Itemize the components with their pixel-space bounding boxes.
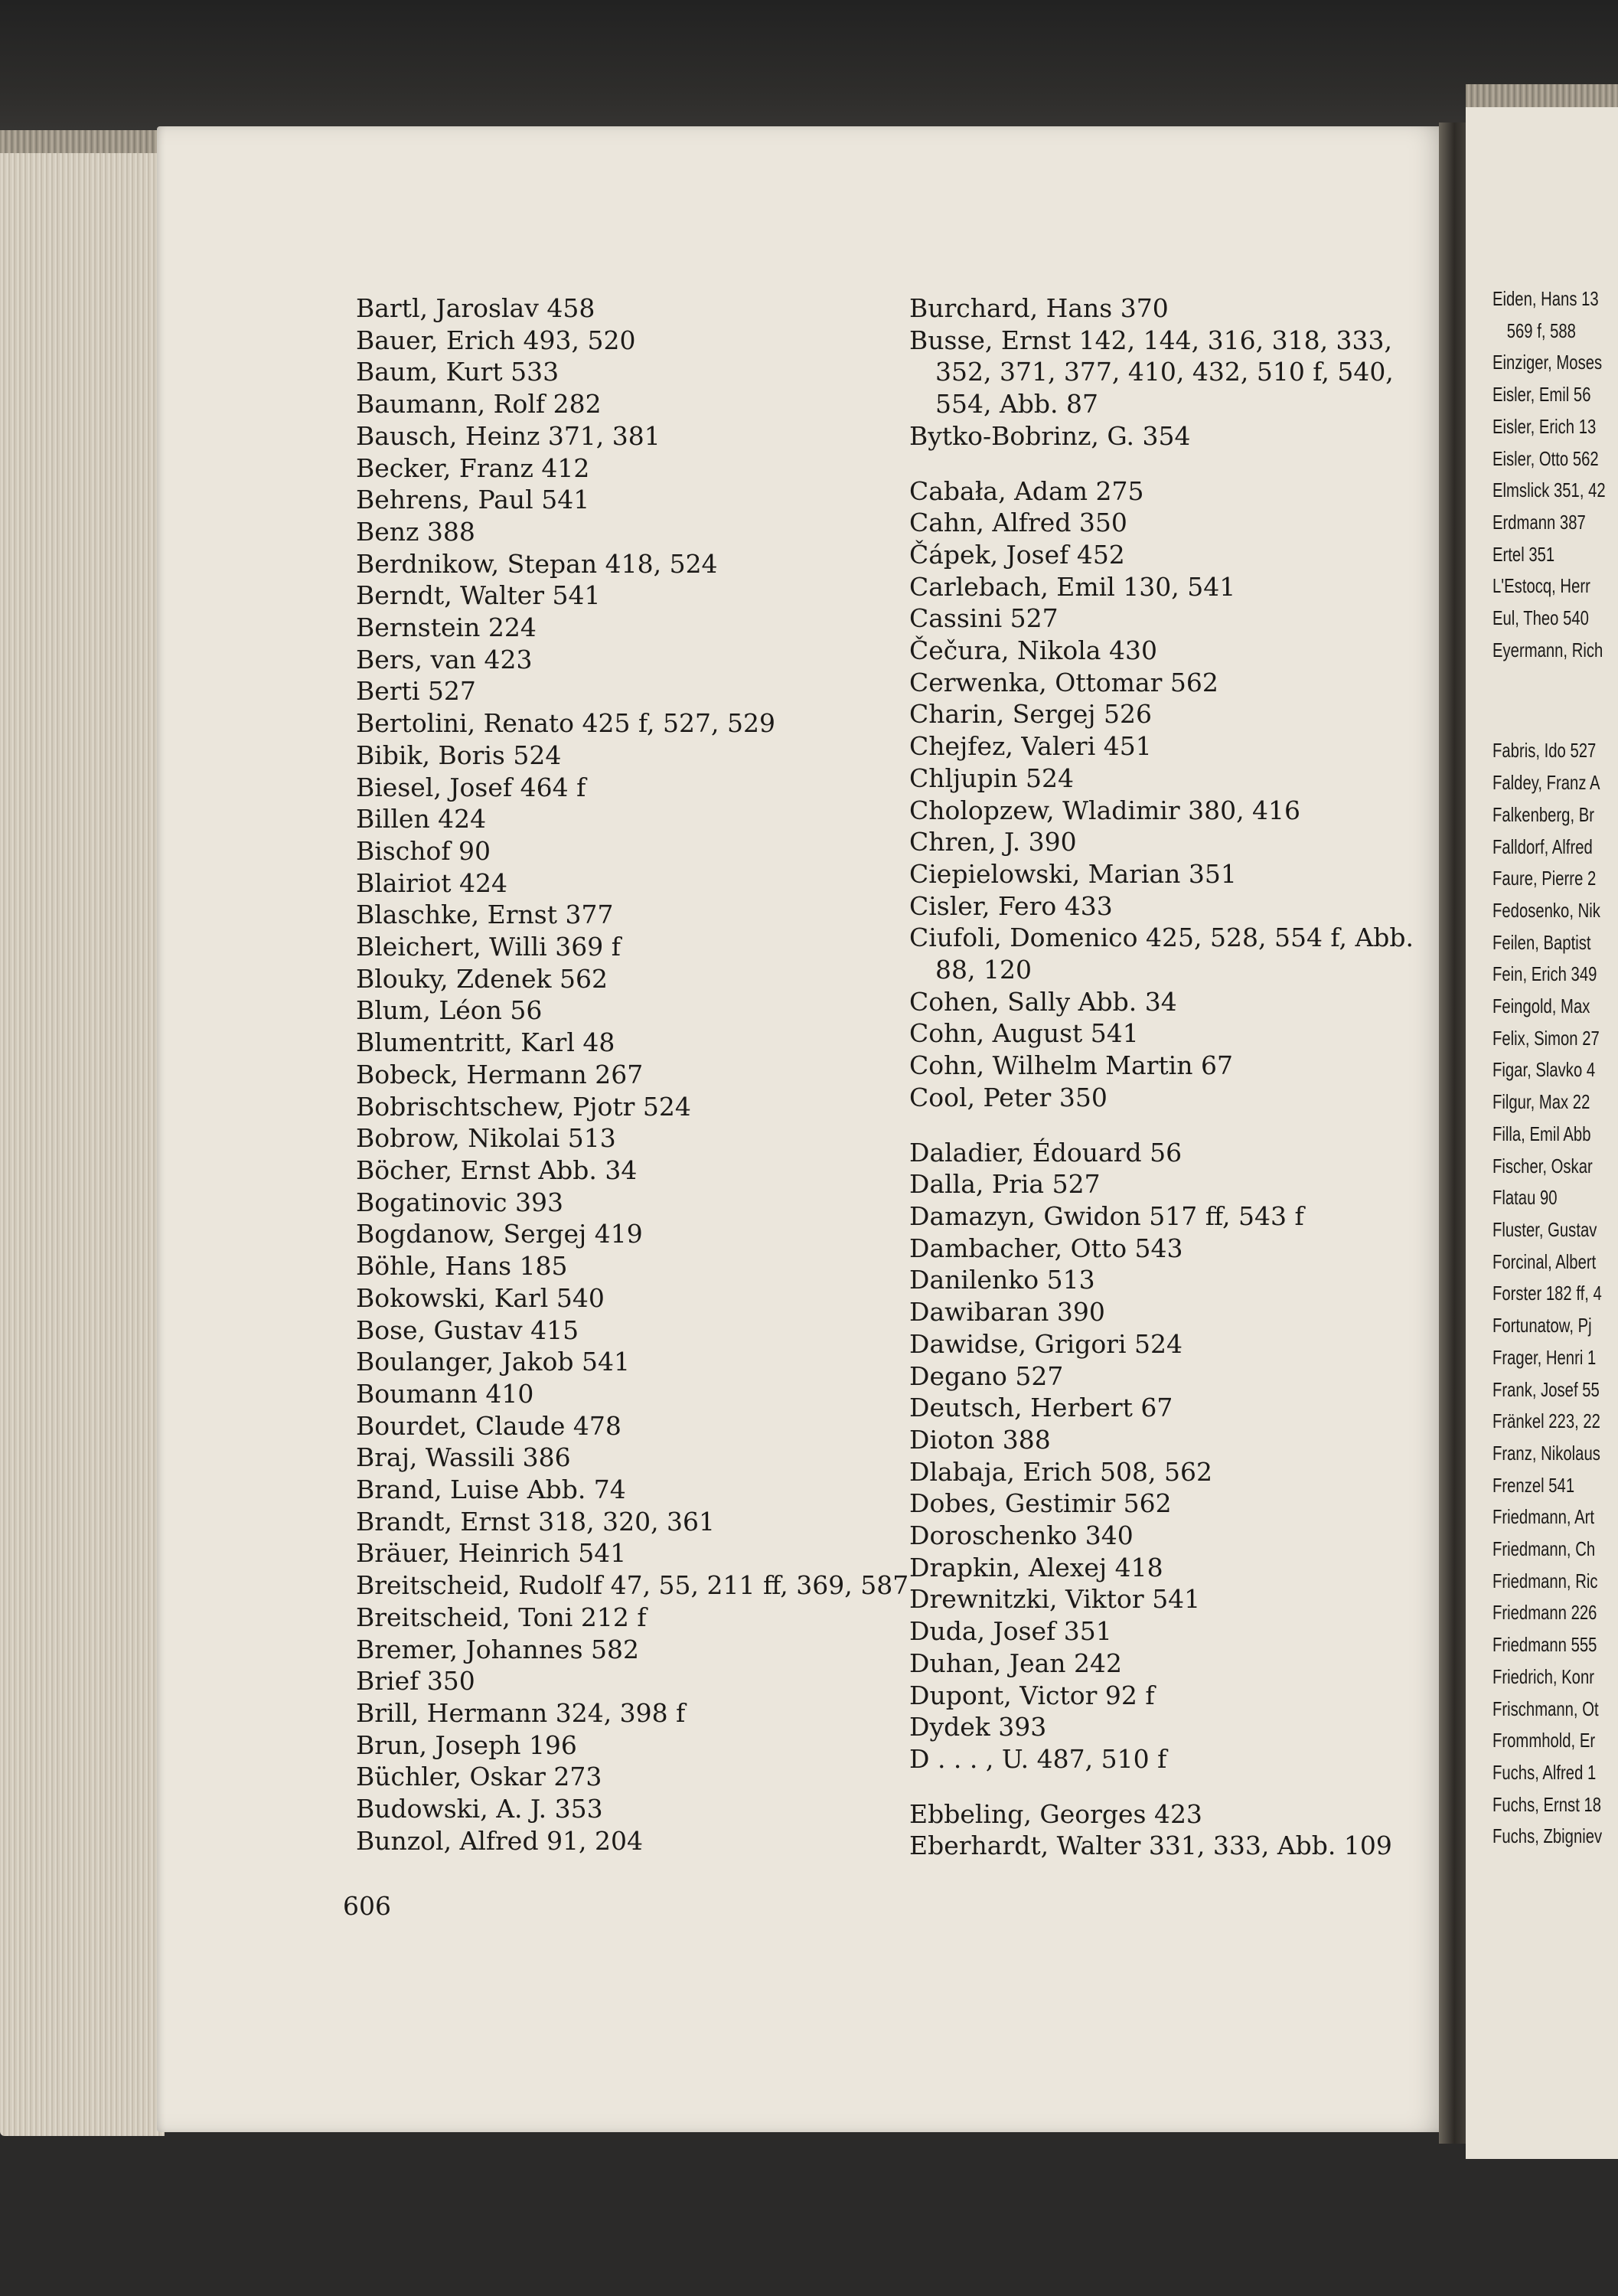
index-entry: Fortunatow, Pj bbox=[1492, 1314, 1592, 1337]
index-entry: Bunzol, Alfred 91, 204 bbox=[356, 1825, 644, 1856]
index-entry: Ciepielowski, Marian 351 bbox=[909, 858, 1237, 889]
index-entry: Friedmann, Art bbox=[1492, 1505, 1595, 1529]
index-entry: Faldey, Franz A bbox=[1492, 771, 1600, 795]
index-entry: Bischof 90 bbox=[356, 835, 491, 866]
index-entry: Eiden, Hans 13 bbox=[1492, 287, 1599, 310]
index-entry: Damazyn, Gwidon 517 ff, 543 f bbox=[909, 1200, 1304, 1231]
index-entry: Friedmann, Ch bbox=[1492, 1537, 1596, 1561]
index-entry: Benz 388 bbox=[356, 516, 475, 547]
index-entry: Bauer, Erich 493, 520 bbox=[356, 325, 636, 355]
index-entry: Erdmann 387 bbox=[1492, 510, 1586, 534]
index-entry: Bokowski, Karl 540 bbox=[356, 1282, 605, 1313]
index-entry: Chljupin 524 bbox=[909, 763, 1074, 793]
index-entry: Ertel 351 bbox=[1492, 542, 1555, 566]
index-entry: Brun, Joseph 196 bbox=[356, 1729, 577, 1760]
index-entry: Dlabaja, Erich 508, 562 bbox=[909, 1456, 1212, 1487]
book-binding-edge bbox=[0, 130, 165, 153]
index-entry: Friedrich, Konr bbox=[1492, 1664, 1594, 1688]
index-entry: Berndt, Walter 541 bbox=[356, 580, 601, 611]
index-entry: Bartl, Jaroslav 458 bbox=[356, 293, 595, 323]
index-entry: Blum, Léon 56 bbox=[356, 995, 543, 1026]
index-entry: Bobeck, Hermann 267 bbox=[356, 1059, 644, 1089]
index-entry: Baumann, Rolf 282 bbox=[356, 389, 602, 420]
index-entry: Boumann 410 bbox=[356, 1378, 534, 1409]
index-entry: Dydek 393 bbox=[909, 1712, 1047, 1742]
index-entry: Cerwenka, Ottomar 562 bbox=[909, 667, 1218, 697]
index-entry: Čápek, Josef 452 bbox=[909, 539, 1125, 570]
index-entry: Bose, Gustav 415 bbox=[356, 1315, 579, 1345]
index-entry: Chren, J. 390 bbox=[909, 827, 1077, 857]
index-entry: Ciufoli, Domenico 425, 528, 554 f, Abb. 88, 120 bbox=[909, 923, 1414, 985]
index-entry: Dawidse, Grigori 524 bbox=[909, 1328, 1183, 1359]
index-entry: Fabris, Ido 527 bbox=[1492, 739, 1597, 763]
index-entry: Forster 182 ff, 4 bbox=[1492, 1282, 1602, 1305]
index-entry: Billen 424 bbox=[356, 804, 487, 834]
index-entry: Eisler, Erich 13 bbox=[1492, 414, 1597, 438]
index-entry: Frommhold, Er bbox=[1492, 1729, 1596, 1752]
index-entry: Braj, Wassili 386 bbox=[356, 1442, 571, 1473]
index-entry: Dawibaran 390 bbox=[909, 1297, 1105, 1328]
index-entry: Fedosenko, Nik bbox=[1492, 898, 1600, 922]
index-entry: Becker, Franz 412 bbox=[356, 452, 590, 483]
index-entry: Danilenko 513 bbox=[909, 1265, 1095, 1295]
index-entry: Bers, van 423 bbox=[356, 644, 533, 674]
index-entry: Frank, Josef 55 bbox=[1492, 1377, 1600, 1401]
index-entry: Figar, Slavko 4 bbox=[1492, 1058, 1596, 1082]
page-number: 606 bbox=[343, 1891, 391, 1921]
index-entry: 569 f, 588 bbox=[1506, 318, 1576, 342]
index-entry: Feilen, Baptist bbox=[1492, 930, 1591, 954]
index-entry: Friedmann 226 bbox=[1492, 1601, 1597, 1625]
group-spacer bbox=[1492, 666, 1618, 735]
index-entry: D . . . , U. 487, 510 f bbox=[909, 1743, 1167, 1774]
index-entry: Brief 350 bbox=[356, 1666, 475, 1697]
index-entry: Budowski, A. J. 353 bbox=[356, 1794, 603, 1824]
index-entry: Cohen, Sally Abb. 34 bbox=[909, 986, 1177, 1017]
index-entry: Forcinal, Albert bbox=[1492, 1249, 1597, 1273]
index-entry: Feingold, Max bbox=[1492, 994, 1590, 1018]
index-entry: Elmslick 351, 42 bbox=[1492, 478, 1606, 502]
index-entry: Berdnikow, Stepan 418, 524 bbox=[356, 548, 718, 579]
index-entry: Drapkin, Alexej 418 bbox=[909, 1552, 1163, 1582]
index-entry: Burchard, Hans 370 bbox=[909, 293, 1169, 323]
index-entry: Bogdanow, Sergej 419 bbox=[356, 1219, 643, 1249]
index-entry: Bogatinovic 393 bbox=[356, 1187, 564, 1217]
index-entry: Drewnitzki, Viktor 541 bbox=[909, 1584, 1201, 1615]
index-entry: Friedmann, Ric bbox=[1492, 1569, 1598, 1592]
index-entry: Brill, Hermann 324, 398 f bbox=[356, 1697, 686, 1728]
index-entry: Friedmann 555 bbox=[1492, 1633, 1597, 1657]
index-entry: Dobes, Gestimir 562 bbox=[909, 1488, 1172, 1519]
index-entry: Fränkel 223, 22 bbox=[1492, 1409, 1600, 1433]
index-entry: Duda, Josef 351 bbox=[909, 1616, 1112, 1647]
index-entry: Falldorf, Alfred bbox=[1492, 834, 1593, 858]
index-entry: Blumentritt, Karl 48 bbox=[356, 1027, 615, 1058]
index-entry: Bibik, Boris 524 bbox=[356, 740, 562, 770]
index-entry: Flatau 90 bbox=[1492, 1186, 1558, 1210]
index-entry: Daladier, Édouard 56 bbox=[909, 1137, 1183, 1168]
index-entry: Falkenberg, Br bbox=[1492, 802, 1595, 826]
index-entry: Böcher, Ernst Abb. 34 bbox=[356, 1155, 638, 1185]
index-entry: Fuchs, Zbigniev bbox=[1492, 1824, 1603, 1848]
index-column-middle bbox=[909, 292, 1414, 1862]
index-entry: Biesel, Josef 464 f bbox=[356, 772, 586, 802]
index-entry: Breitscheid, Rudolf 47, 55, 211 ff, 369, 587 bbox=[356, 1570, 909, 1601]
index-entry: Fuchs, Alfred 1 bbox=[1492, 1760, 1597, 1784]
index-entry: Cisler, Fero 433 bbox=[909, 890, 1113, 921]
index-entry: Degano 527 bbox=[909, 1360, 1064, 1391]
index-entry: Bausch, Heinz 371, 381 bbox=[356, 420, 661, 451]
index-entry: Einziger, Moses bbox=[1492, 351, 1603, 374]
index-group-f-right bbox=[1492, 735, 1618, 1853]
index-entry: Bobrischtschew, Pjotr 524 bbox=[356, 1091, 691, 1122]
index-entry: Frenzel 541 bbox=[1492, 1473, 1575, 1497]
index-entry: Duhan, Jean 242 bbox=[909, 1648, 1123, 1678]
index-entry: Brand, Luise Abb. 74 bbox=[356, 1475, 626, 1505]
index-entry: Eyermann, Rich bbox=[1492, 638, 1603, 661]
index-entry: Dioton 388 bbox=[909, 1424, 1051, 1455]
index-entry: Bräuer, Heinrich 541 bbox=[356, 1538, 627, 1569]
index-entry: Eisler, Otto 562 bbox=[1492, 446, 1599, 470]
index-entry: Dalla, Pria 527 bbox=[909, 1169, 1101, 1200]
index-entry: Dupont, Victor 92 f bbox=[909, 1680, 1155, 1710]
index-entry: Charin, Sergej 526 bbox=[909, 699, 1153, 730]
index-entry: Ebbeling, Georges 423 bbox=[909, 1798, 1202, 1829]
index-entry: Cool, Peter 350 bbox=[909, 1082, 1107, 1112]
index-entry: Blouky, Zdenek 562 bbox=[356, 963, 608, 994]
index-group-b bbox=[909, 292, 1414, 452]
group-spacer bbox=[909, 1775, 1414, 1798]
index-entry: Behrens, Paul 541 bbox=[356, 485, 590, 515]
index-entry: Frischmann, Ot bbox=[1492, 1697, 1599, 1720]
index-entry: Cohn, August 541 bbox=[909, 1018, 1139, 1049]
index-entry: Böhle, Hans 185 bbox=[356, 1251, 568, 1282]
index-entry: Bremer, Johannes 582 bbox=[356, 1634, 639, 1664]
group-spacer bbox=[909, 452, 1414, 475]
index-entry: Bertolini, Renato 425 f, 527, 529 bbox=[356, 708, 775, 739]
index-entry: Čečura, Nikola 430 bbox=[909, 635, 1157, 666]
group-spacer bbox=[909, 1114, 1414, 1137]
index-entry: Baum, Kurt 533 bbox=[356, 357, 559, 387]
index-entry: Cahn, Alfred 350 bbox=[909, 508, 1127, 538]
index-entry: Frager, Henri 1 bbox=[1492, 1345, 1597, 1369]
index-entry: Blairiot 424 bbox=[356, 867, 507, 898]
index-entry: Fuchs, Ernst 18 bbox=[1492, 1792, 1602, 1816]
index-entry: Franz, Nikolaus bbox=[1492, 1441, 1600, 1465]
index-entry: Faure, Pierre 2 bbox=[1492, 867, 1597, 890]
index-group-c bbox=[909, 475, 1414, 1114]
index-entry: L'Estocq, Herr bbox=[1492, 574, 1590, 598]
index-group-e bbox=[909, 1798, 1414, 1862]
index-entry: Bourdet, Claude 478 bbox=[356, 1410, 621, 1441]
index-entry: Fein, Erich 349 bbox=[1492, 962, 1597, 986]
index-group-d bbox=[909, 1137, 1414, 1775]
index-column-left bbox=[356, 292, 909, 1857]
index-entry: Chejfez, Valeri 451 bbox=[909, 731, 1152, 762]
book-page-edges bbox=[0, 130, 165, 2136]
index-entry: Breitscheid, Toni 212 f bbox=[356, 1602, 647, 1632]
index-entry: Boulanger, Jakob 541 bbox=[356, 1347, 631, 1377]
index-entry: Felix, Simon 27 bbox=[1492, 1026, 1600, 1050]
index-entry: Berti 527 bbox=[356, 676, 476, 707]
index-entry: Bernstein 224 bbox=[356, 612, 537, 643]
index-entry: Eisler, Emil 56 bbox=[1492, 383, 1591, 407]
index-entry: Bleichert, Willi 369 f bbox=[356, 932, 621, 962]
index-entry: Filgur, Max 22 bbox=[1492, 1090, 1590, 1114]
index-entry: Eul, Theo 540 bbox=[1492, 606, 1589, 630]
index-entry: Büchler, Oskar 273 bbox=[356, 1762, 602, 1792]
index-entry: Cassini 527 bbox=[909, 603, 1059, 634]
index-entry: Fluster, Gustav bbox=[1492, 1217, 1597, 1241]
index-entry: Carlebach, Emil 130, 541 bbox=[909, 571, 1236, 602]
index-entry: Filla, Emil Abb bbox=[1492, 1122, 1591, 1145]
index-entry: Blaschke, Ernst 377 bbox=[356, 900, 614, 930]
index-entry: Doroschenko 340 bbox=[909, 1520, 1134, 1551]
index-entry: Cholopzew, Wladimir 380, 416 bbox=[909, 795, 1301, 825]
index-column-right-page bbox=[1492, 283, 1618, 1853]
index-entry: Deutsch, Herbert 67 bbox=[909, 1393, 1173, 1423]
index-entry: Dambacher, Otto 543 bbox=[909, 1233, 1183, 1263]
index-entry: Cohn, Wilhelm Martin 67 bbox=[909, 1050, 1233, 1081]
index-entry: Bobrow, Nikolai 513 bbox=[356, 1123, 616, 1154]
index-entry: Cabała, Adam 275 bbox=[909, 475, 1144, 506]
index-entry: Bytko-Bobrinz, G. 354 bbox=[909, 420, 1191, 451]
index-entry: Brandt, Ernst 318, 320, 361 bbox=[356, 1506, 716, 1537]
book-gutter bbox=[1439, 122, 1470, 2144]
index-entry: Fischer, Oskar bbox=[1492, 1154, 1593, 1177]
index-group-e-right bbox=[1492, 283, 1618, 666]
index-entry: Eberhardt, Walter 331, 333, Abb. 109 bbox=[909, 1831, 1392, 1861]
index-entry: Busse, Ernst 142, 144, 316, 318, 333, 352, 371, 377, 410, 432, 510 f, 540, 554, Abb. 87 bbox=[909, 325, 1394, 420]
